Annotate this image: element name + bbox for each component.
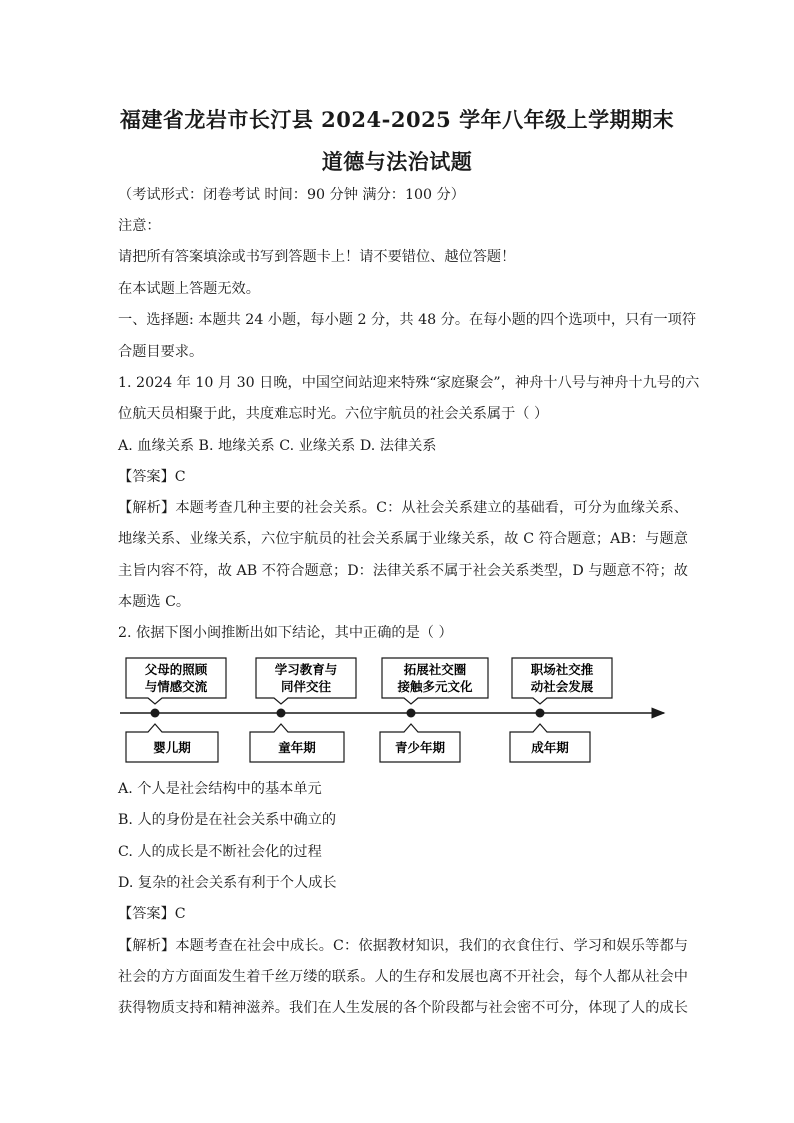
q2-option-b: B. 人的身份是在社会关系中确立的 xyxy=(118,812,337,828)
q2-option-c: C. 人的成长是不断社会化的过程 xyxy=(118,844,322,860)
timeline-point-4 xyxy=(536,709,545,718)
top-box-2-line-2: 同伴交往 xyxy=(280,679,332,694)
title-line-1: 福建省龙岩市长汀县 2024-2025 学年八年级上学期期末 xyxy=(119,107,675,132)
stage-label-3: 青少年期 xyxy=(394,740,446,755)
top-box-4-line-2: 动社会发展 xyxy=(530,679,594,694)
q1-analysis-line-1: 【解析】本题考查几种主要的社会关系。C：从社会关系建立的基础看，可分为血缘关系、 xyxy=(118,500,688,516)
q2-option-d: D. 复杂的社会关系有利于个人成长 xyxy=(118,875,337,891)
timeline-point-2 xyxy=(277,709,286,718)
top-box-1-line-1: 父母的照顾 xyxy=(144,662,208,677)
title-line-2: 道德与法治试题 xyxy=(321,149,473,174)
top-box-2-line-1: 学习教育与 xyxy=(274,662,338,677)
section1-line-1: 一、选择题: 本题共 24 小题，每小题 2 分，共 48 分。在每小题的四个选项中，只有一项符 xyxy=(118,312,697,328)
stage-box-1 xyxy=(126,724,218,762)
q2-answer: 【答案】C xyxy=(118,906,186,922)
q2-analysis-line-3: 获得物质支持和精神滋养。我们在人生发展的各个阶段都与社会密不可分，体现了人的成长 xyxy=(118,1000,688,1016)
q1-analysis-line-4: 本题选 C。 xyxy=(118,594,191,610)
top-box-4 xyxy=(512,658,612,704)
stage-label-1: 婴儿期 xyxy=(153,740,191,755)
top-box-3-line-1: 拓展社交圈 xyxy=(403,662,467,677)
q1-answer: 【答案】C xyxy=(118,469,186,485)
q1-stem-line-1: 1. 2024 年 10 月 30 日晚，中国空间站迎来特殊“家庭聚会”，神舟十八号与神舟十九号的六 xyxy=(118,375,700,391)
section1-line-2: 合题目要求。 xyxy=(118,344,204,360)
top-box-4-line-1: 职场社交推 xyxy=(530,662,594,677)
notice-2: 在本试题上答题无效。 xyxy=(118,281,260,297)
stage-box-3 xyxy=(380,724,460,762)
timeline-point-1 xyxy=(151,709,160,718)
top-box-2 xyxy=(256,658,356,704)
stage-box-2 xyxy=(250,724,344,762)
stage-label-2: 童年期 xyxy=(278,740,316,755)
life-stage-timeline-diagram xyxy=(118,652,678,768)
stage-label-4: 成年期 xyxy=(531,740,569,755)
q1-analysis-line-2: 地缘关系、业缘关系，六位宇航员的社会关系属于业缘关系，故 C 符合题意；AB：与题意 xyxy=(118,531,688,547)
top-box-3-line-2: 接触多元文化 xyxy=(397,679,473,694)
top-box-1-line-2: 与情感交流 xyxy=(144,679,208,694)
notice-1: 请把所有答案填涂或书写到答题卡上！请不要错位、越位答题！ xyxy=(118,249,516,265)
top-box-3 xyxy=(382,658,488,704)
top-box-1 xyxy=(126,658,226,704)
q1-analysis-line-3: 主旨内容不符，故 AB 不符合题意；D：法律关系不属于社会关系类型，D 与题意不符；故 xyxy=(118,563,688,579)
q1-options: A. 血缘关系 B. 地缘关系 C. 业缘关系 D. 法律关系 xyxy=(118,438,437,454)
q2-analysis-line-2: 社会的方方面面发生着千丝万缕的联系。人的生存和发展也离不开社会，每个人都从社会中 xyxy=(118,969,688,985)
q2-stem: 2. 依据下图小闽推断出如下结论，其中正确的是（ ） xyxy=(118,625,453,641)
timeline-point-3 xyxy=(407,709,416,718)
exam-info: （考试形式：闭卷考试 时间：90 分钟 满分：100 分） xyxy=(118,187,465,203)
q2-analysis-line-1: 【解析】本题考查在社会中成长。C：依据教材知识，我们的衣食住行、学习和娱乐等都与 xyxy=(118,938,688,954)
stage-box-4 xyxy=(510,724,590,762)
notice-heading: 注意： xyxy=(118,218,161,234)
q1-stem-line-2: 位航天员相聚于此，共度难忘时光。六位宇航员的社会关系属于（ ） xyxy=(118,406,549,422)
q2-option-a: A. 个人是社会结构中的基本单元 xyxy=(118,781,322,797)
